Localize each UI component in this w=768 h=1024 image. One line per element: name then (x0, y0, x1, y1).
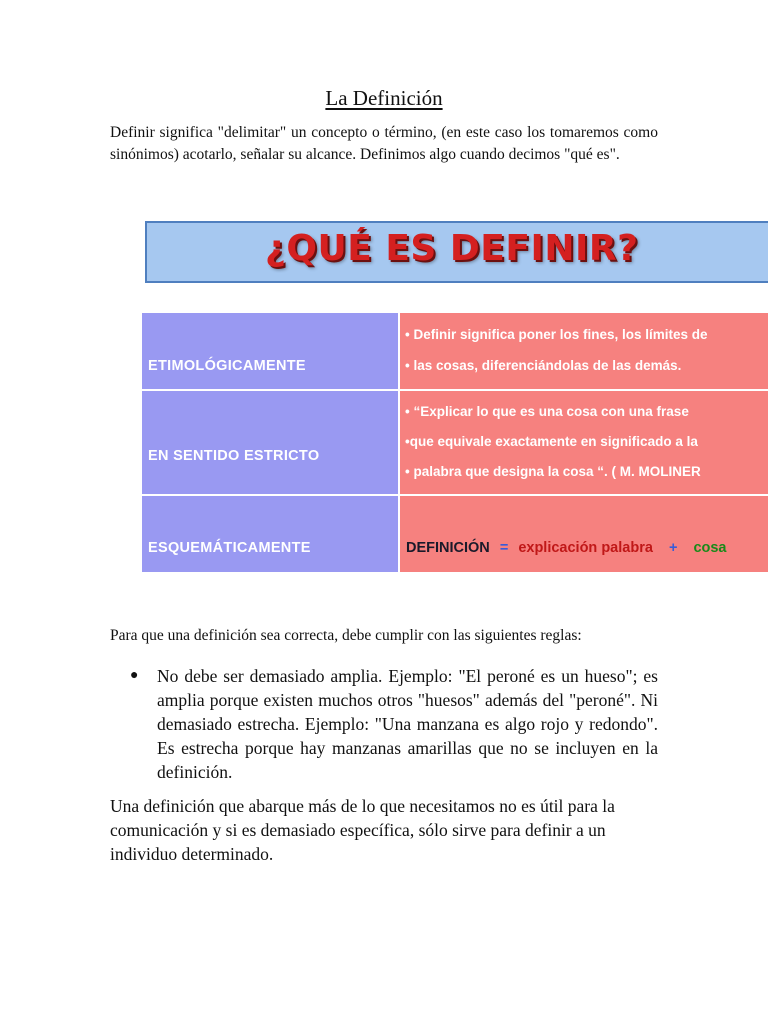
table-row (142, 313, 768, 389)
formula-part-two: cosa (693, 540, 727, 556)
row-content-cell (400, 391, 768, 494)
row-label-cell (142, 391, 398, 494)
formula-part-one: explicación palabra (518, 540, 653, 556)
content-line: • las cosas, diferenciándolas de las demás. (405, 358, 682, 373)
formula-plus: + (668, 540, 678, 556)
rules-intro: Para que una definición sea correcta, debe cumplir con las siguientes reglas: (110, 627, 582, 644)
row-label-cell (142, 313, 398, 389)
list-item (110, 664, 658, 784)
definition-table (142, 313, 768, 572)
definition-formula (406, 540, 727, 556)
table-row (142, 496, 768, 572)
page-title: La Definición (325, 86, 443, 110)
rule-text: No debe ser demasiado amplia. Ejemplo: "El peroné es un hueso"; es amplia porque existen muchos otros "huesos" además del "peroné". Ni demasiado estrecha. Ejemplo: "Una manzana es algo rojo y redondo". Es estrecha porque hay manzanas amarillas que no se incluyen en la definición. (157, 666, 658, 782)
row-content-cell (400, 313, 768, 389)
rules-list (110, 664, 658, 784)
row-label: EN SENTIDO ESTRICTO (148, 448, 320, 464)
table-row (142, 391, 768, 494)
row-label: ESQUEMÁTICAMENTE (148, 540, 311, 556)
intro-paragraph: Definir significa "delimitar" un concepto o término, (en este caso los tomaremos como sinónimos) acotarlo, señalar su alcance. Definimos algo cuando decimos "qué es". (110, 124, 658, 163)
banner-heading: ¿QUÉ ES DEFINIR? (265, 228, 639, 269)
formula-equals: = (499, 540, 509, 556)
content-line: • Definir significa poner los fines, los límites de (405, 327, 708, 342)
row-content-cell (400, 496, 768, 572)
content-line: •que equivale exactamente en significado a la (405, 434, 698, 449)
formula-term: DEFINICIÓN (406, 540, 490, 556)
row-label-cell (142, 496, 398, 572)
row-label: ETIMOLÓGICAMENTE (148, 358, 306, 374)
closing-paragraph: Una definición que abarque más de lo que necesitamos no es útil para la comunicación y si es demasiado específica, sólo sirve para definir a un individuo determinado. (110, 796, 615, 864)
bullet-icon: ● (130, 668, 139, 683)
content-line: • “Explicar lo que es una cosa con una frase (405, 404, 689, 419)
content-line: • palabra que designa la cosa “. ( M. MOLINER (405, 464, 701, 479)
figure-banner (145, 221, 768, 283)
